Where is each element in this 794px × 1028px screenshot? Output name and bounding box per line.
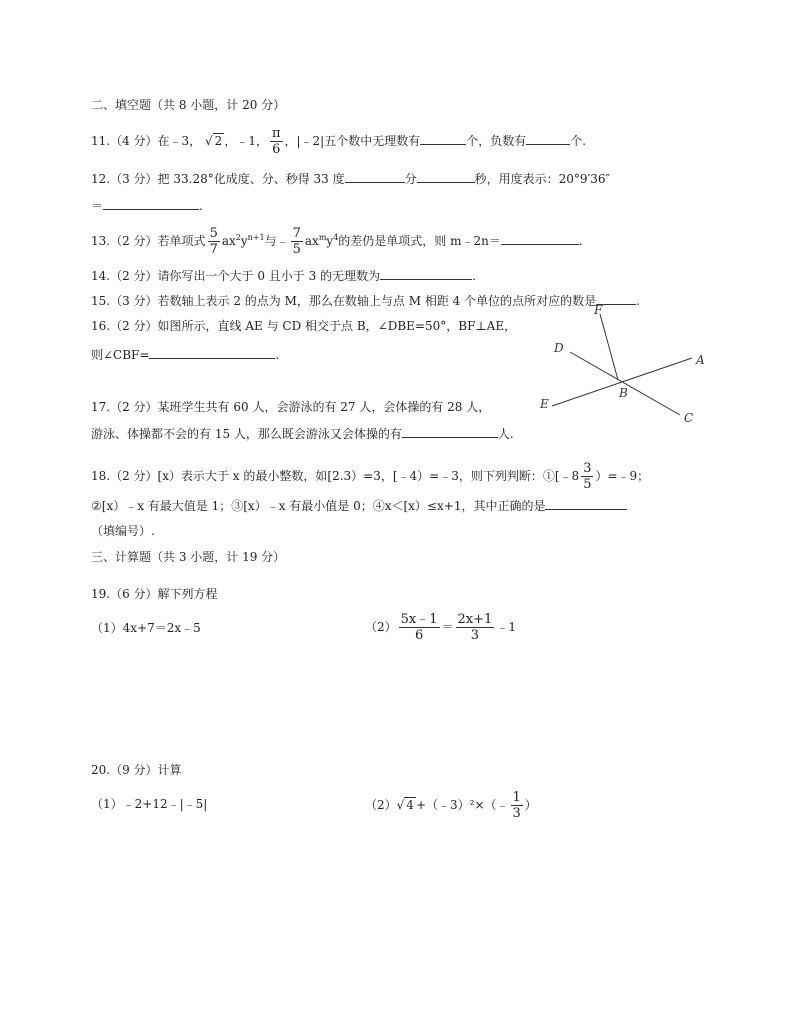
question-16-line2 (91, 346, 279, 363)
q13-term: y (326, 234, 334, 248)
q11-mid3: 个，负数有 (466, 134, 527, 148)
question-18-line2 (91, 497, 627, 514)
fraction-7-5: $\frac{7}{5}$ (292, 226, 301, 257)
q-points: （2 分） (110, 269, 158, 283)
q12-text: 把 33.28°化成度、分、秒得 33 度 (157, 172, 345, 186)
q16-text: 如图所示，直线 AE 与 CD 相交于点 B，∠DBE=50°，BF⊥AE， (157, 319, 517, 333)
q-points: （3 分） (110, 172, 158, 186)
exponent: n+1 (247, 233, 265, 242)
question-18-line3: （填编号）. (91, 524, 155, 538)
q19-part2 (365, 612, 516, 643)
answer-blank[interactable] (545, 497, 627, 510)
q-points: （6 分） (110, 587, 158, 601)
q-points: （2 分） (110, 400, 158, 414)
q20-tail: ） (524, 798, 537, 812)
q13-tail: 的差仍是单项式，则 m﹣2n＝ (338, 234, 501, 248)
q-num: 20. (91, 763, 111, 777)
q-num: 19. (91, 587, 111, 601)
label-f: F (594, 303, 603, 317)
q-points: （4 分） (110, 134, 158, 148)
q19-text: 解下列方程 (157, 587, 218, 601)
answer-blank[interactable] (402, 425, 498, 438)
q18-text: [x）表示大于 x 的最小整数，如[2.3）=3，[﹣4）=﹣3，则下列判断：①[﹣8 (157, 469, 580, 483)
q14-end: . (472, 269, 476, 283)
q12-fen: 分 (404, 172, 417, 186)
q-points: （2 分） (110, 319, 158, 333)
q18-line2: ②[x）﹣x 有最大值是 1；③[x）﹣x 有最小值是 0；④x＜[x）≤x+1，其中正确的是 (91, 499, 546, 513)
answer-blank[interactable] (501, 232, 579, 245)
q-num: 14. (91, 269, 111, 283)
q13-term: ax (221, 234, 236, 248)
q-num: 18. (91, 469, 111, 483)
label-b: B (619, 386, 628, 400)
question-18 (91, 461, 649, 492)
label-a: A (696, 353, 705, 367)
line-cd (570, 352, 680, 415)
geometry-figure (530, 300, 720, 430)
answer-blank[interactable] (380, 267, 472, 280)
q12-end: . (199, 199, 203, 213)
q-num: 17. (91, 400, 111, 414)
answer-blank[interactable] (420, 132, 466, 145)
question-12-line2 (91, 197, 203, 214)
q-num: 12. (91, 172, 111, 186)
q17-text: 某班学生共有 60 人，会游泳的有 27 人，会体操的有 28 人， (157, 400, 491, 414)
q19-part1: （1）4x+7＝2x﹣5 (91, 621, 201, 635)
fraction-1-3: $\frac{1}{3}$ (512, 790, 521, 821)
question-13 (91, 226, 583, 257)
exponent: 2 (235, 233, 241, 242)
sqrt-two: √ 2 (205, 134, 223, 148)
q-num: 15. (91, 294, 111, 308)
q15-end: . (636, 294, 640, 308)
answer-blank[interactable] (103, 197, 199, 210)
question-11 (91, 126, 586, 157)
equals: ＝ (441, 620, 454, 634)
pi-over-six: $\frac{\pi}{6}$ (271, 126, 281, 157)
question-17 (91, 399, 490, 415)
part-label: （2） (365, 798, 397, 812)
q20-part1: （1）﹣2+12﹣|﹣5| (91, 797, 208, 811)
q18-tail: ）=﹣9； (595, 469, 650, 483)
q13-mid: 与﹣ (264, 234, 289, 248)
q13-term: y (240, 234, 248, 248)
line-bf (600, 314, 618, 380)
q13-lead: 若单项式 (157, 234, 206, 248)
exponent: 4 (333, 233, 339, 242)
q-num: 13. (91, 234, 111, 248)
fraction-rhs: $\frac{2x+1}{3}$ (457, 612, 493, 643)
section3-header: 三、计算题（共 3 小题，计 19 分） (91, 550, 286, 564)
label-c: C (684, 411, 694, 425)
answer-blank[interactable] (149, 346, 275, 359)
q20-mid: +（﹣3）²×（﹣ (415, 798, 509, 812)
answer-blank[interactable] (417, 170, 475, 183)
q20-part2 (365, 790, 537, 821)
label-d: D (554, 341, 564, 355)
q20-text: 计算 (157, 763, 182, 777)
question-19 (91, 586, 218, 602)
q11-mid1: ，﹣1， (224, 134, 268, 148)
q-num: 16. (91, 319, 111, 333)
exponent: m (318, 233, 327, 242)
sqrt-four: √ 4 (396, 798, 414, 812)
question-17-line2 (91, 425, 514, 442)
q17-end: 人. (497, 427, 514, 441)
q19-tail: ﹣1 (496, 620, 516, 634)
q17-line2: 游泳、体操都不会的有 15 人，那么既会游泳又会体操的有 (91, 427, 402, 441)
q-points: （2 分） (110, 469, 158, 483)
q12-eq: ＝ (91, 199, 104, 213)
q12-miao: 秒，用度表示：20°9′36″ (474, 172, 611, 186)
q16-line2: 则∠CBF= (91, 348, 150, 362)
q11-lead: 在﹣3， (157, 134, 202, 148)
q-points: （9 分） (110, 763, 158, 777)
question-16 (91, 318, 516, 334)
q13-end: . (578, 234, 583, 248)
q16-end: . (275, 348, 280, 362)
fraction-5-7: $\frac{5}{7}$ (209, 226, 218, 257)
q11-end: 个. (570, 134, 587, 148)
answer-blank[interactable] (345, 170, 405, 183)
answer-blank[interactable] (526, 132, 570, 145)
q13-term: ax (304, 234, 319, 248)
q-points: （2 分） (110, 234, 158, 248)
question-12 (91, 170, 610, 187)
q-num: 11. (91, 134, 111, 148)
fraction-lhs: $\frac{5x﹣1}{6}$ (400, 612, 438, 643)
q15-text: 若数轴上表示 2 的点为 M，那么在数轴上与点 M 相距 4 个单位的点所对应的数是 (157, 294, 597, 308)
q-points: （3 分） (110, 294, 158, 308)
part-label: （2） (365, 620, 397, 634)
question-20 (91, 762, 182, 778)
section2-header: 二、填空题（共 8 小题，计 20 分） (91, 98, 286, 112)
q14-text: 请你写出一个大于 0 且小于 3 的无理数为 (157, 269, 381, 283)
fraction-3-5: $\frac{3}{5}$ (583, 461, 592, 492)
question-14 (91, 267, 476, 284)
q11-mid2: ，|﹣2|五个数中无理数有 (284, 134, 421, 148)
label-e: E (540, 397, 549, 411)
